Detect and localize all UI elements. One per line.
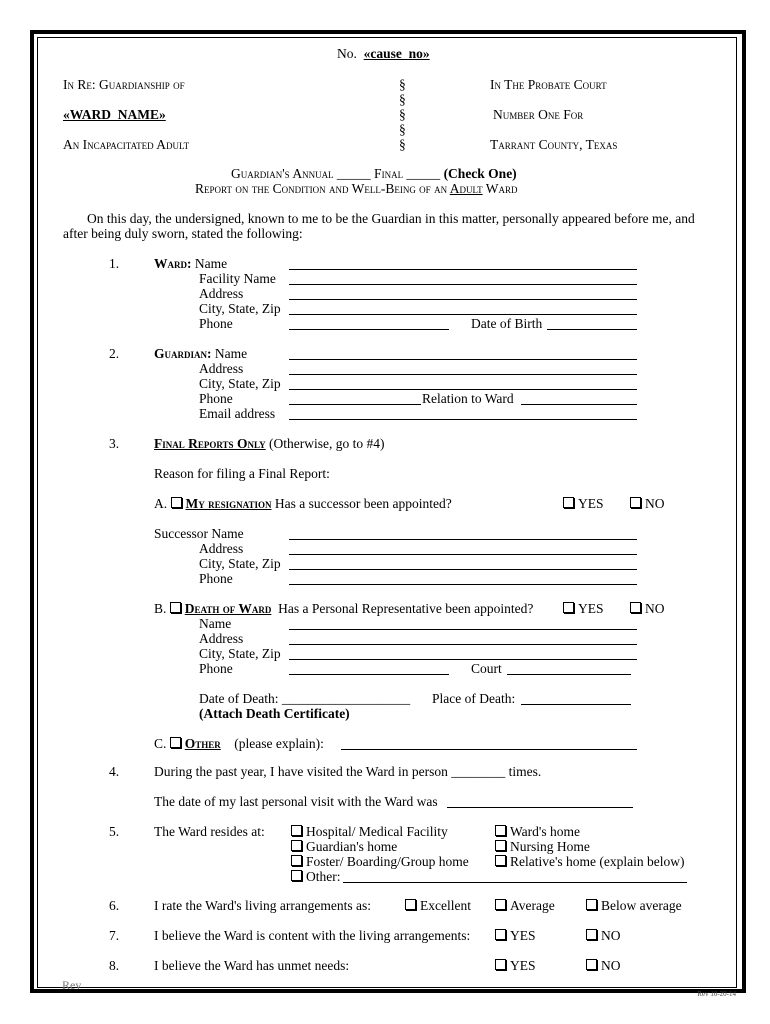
checkbox-icon bbox=[630, 602, 641, 613]
section-2-number: 2. bbox=[109, 346, 120, 361]
successor-city-label: City, State, Zip bbox=[199, 556, 281, 571]
representative-phone-label: Phone bbox=[199, 661, 233, 676]
checkbox-icon bbox=[586, 899, 597, 910]
residence-other-input[interactable] bbox=[343, 882, 687, 883]
ward-facility-input[interactable] bbox=[289, 284, 637, 285]
date-of-death: Date of Death: ___________________ bbox=[199, 691, 411, 706]
ward-address-label: Address bbox=[199, 286, 244, 301]
intro-line-2: after being duly sworn, stated the following: bbox=[63, 226, 303, 241]
section-1-heading: Ward: Name bbox=[154, 256, 228, 271]
residence-hospital[interactable]: Hospital/ Medical Facility bbox=[291, 824, 448, 839]
other-explain-input[interactable] bbox=[341, 749, 637, 750]
checkbox-icon bbox=[495, 855, 506, 866]
ward-facility-label: Facility Name bbox=[199, 271, 276, 286]
court-line-2: Number One For bbox=[493, 107, 584, 122]
checkbox-icon bbox=[291, 870, 302, 881]
checkbox-icon bbox=[405, 899, 416, 910]
section-4-number: 4. bbox=[109, 764, 120, 779]
death-checkbox[interactable] bbox=[170, 602, 181, 613]
content-yes[interactable]: YES bbox=[495, 928, 536, 943]
visits-text: During the past year, I have visited the Ward in person ________ times. bbox=[154, 764, 542, 779]
ward-dob-label: Date of Birth bbox=[471, 316, 543, 331]
court-input[interactable] bbox=[507, 674, 631, 675]
rating-excellent[interactable]: Excellent bbox=[405, 898, 471, 913]
footer-revision-right: Rev 10-20-14 bbox=[697, 990, 736, 998]
checkbox-icon bbox=[495, 825, 506, 836]
content-label: I believe the Ward is content with the living arrangements: bbox=[154, 928, 471, 943]
section-5-number: 5. bbox=[109, 824, 120, 839]
attach-certificate-note: (Attach Death Certificate) bbox=[199, 706, 350, 721]
representative-address-input[interactable] bbox=[289, 644, 637, 645]
ward-city-label: City, State, Zip bbox=[199, 301, 281, 316]
guardian-phone-label: Phone bbox=[199, 391, 233, 406]
residence-ward-home[interactable]: Ward's home bbox=[495, 824, 580, 839]
final-report-reason: Reason for filing a Final Report: bbox=[154, 466, 330, 481]
residence-nursing-home[interactable]: Nursing Home bbox=[495, 839, 590, 854]
checkbox-icon bbox=[563, 497, 574, 508]
successor-phone-input[interactable] bbox=[289, 584, 637, 585]
checkbox-icon bbox=[630, 497, 641, 508]
checkbox-icon bbox=[586, 959, 597, 970]
section-3-heading: Final Reports Only (Otherwise, go to #4) bbox=[154, 436, 385, 451]
section-6-number: 6. bbox=[109, 898, 120, 913]
guardian-phone-input[interactable] bbox=[289, 404, 421, 405]
ward-dob-input[interactable] bbox=[547, 329, 637, 330]
successor-no[interactable]: NO bbox=[630, 496, 665, 511]
ward-name-input[interactable] bbox=[289, 269, 637, 270]
ward-name-field: «WARD_NAME» bbox=[63, 107, 166, 122]
checkbox-icon bbox=[495, 840, 506, 851]
section-1-number: 1. bbox=[109, 256, 120, 271]
guardian-address-input[interactable] bbox=[289, 374, 637, 375]
place-of-death-label: Place of Death: bbox=[432, 691, 516, 706]
guardian-relation-label: Relation to Ward bbox=[422, 391, 514, 406]
checkbox-icon bbox=[563, 602, 574, 613]
representative-no[interactable]: NO bbox=[630, 601, 665, 616]
ward-city-input[interactable] bbox=[289, 314, 637, 315]
last-visit-input[interactable] bbox=[447, 807, 633, 808]
report-title-line1: Guardian's Annual _____ Final _____ (Check One) bbox=[231, 166, 517, 181]
resignation-checkbox[interactable] bbox=[171, 497, 182, 508]
content-no[interactable]: NO bbox=[586, 928, 621, 943]
footer-revision-left: Rev bbox=[62, 978, 82, 992]
residence-foster[interactable]: Foster/ Boarding/Group home bbox=[291, 854, 469, 869]
section-3-number: 3. bbox=[109, 436, 120, 451]
residence-relative-home[interactable]: Relative's home (explain below) bbox=[495, 854, 685, 869]
successor-name-input[interactable] bbox=[289, 539, 637, 540]
section-8-number: 8. bbox=[109, 958, 120, 973]
checkbox-icon bbox=[291, 855, 302, 866]
section-2-heading: Guardian: Name bbox=[154, 346, 248, 361]
cause-number: No. «cause_no» bbox=[337, 46, 430, 61]
court-label: Court bbox=[471, 661, 502, 676]
rating-average[interactable]: Average bbox=[495, 898, 555, 913]
successor-city-input[interactable] bbox=[289, 569, 637, 570]
guardian-email-input[interactable] bbox=[289, 419, 637, 420]
intro-line-1: On this day, the undersigned, known to me to be the Guardian in this matter, personally appeared before me, and bbox=[87, 211, 695, 226]
option-b-death: B. Death of Ward Has a Personal Representative been appointed? bbox=[154, 601, 534, 616]
successor-address-label: Address bbox=[199, 541, 244, 556]
guardian-name-input[interactable] bbox=[289, 359, 637, 360]
option-a-resignation: A. My resignation Has a successor been appointed? bbox=[154, 496, 452, 511]
last-visit-label: The date of my last personal visit with the Ward was bbox=[154, 794, 438, 809]
successor-name-label: Successor Name bbox=[154, 526, 244, 541]
incapacitated-label: An Incapacitated Adult bbox=[63, 137, 190, 152]
successor-yes[interactable]: YES bbox=[563, 496, 604, 511]
residence-label: The Ward resides at: bbox=[154, 824, 265, 839]
residence-other[interactable]: Other: bbox=[291, 869, 341, 884]
unmet-needs-label: I believe the Ward has unmet needs: bbox=[154, 958, 350, 973]
other-checkbox[interactable] bbox=[170, 737, 181, 748]
option-c-other: C. Other (please explain): bbox=[154, 736, 324, 751]
rating-label: I rate the Ward's living arrangements as: bbox=[154, 898, 372, 913]
guardian-city-label: City, State, Zip bbox=[199, 376, 281, 391]
checkbox-icon bbox=[291, 840, 302, 851]
checkbox-icon bbox=[495, 929, 506, 940]
court-line-1: In The Probate Court bbox=[490, 77, 607, 92]
representative-city-input[interactable] bbox=[289, 659, 637, 660]
representative-name-label: Name bbox=[199, 616, 232, 631]
ward-address-input[interactable] bbox=[289, 299, 637, 300]
ward-phone-label: Phone bbox=[199, 316, 233, 331]
rating-below-average[interactable]: Below average bbox=[586, 898, 682, 913]
representative-address-label: Address bbox=[199, 631, 244, 646]
unmet-needs-yes[interactable]: YES bbox=[495, 958, 536, 973]
representative-city-label: City, State, Zip bbox=[199, 646, 281, 661]
representative-phone-input[interactable] bbox=[289, 674, 449, 675]
court-line-3: Tarrant County, Texas bbox=[490, 137, 618, 152]
report-title-line2: Report on the Condition and Well-Being of an Adult Ward bbox=[195, 181, 518, 196]
ward-phone-input[interactable] bbox=[289, 329, 449, 330]
guardian-email-label: Email address bbox=[199, 406, 276, 421]
checkbox-icon bbox=[291, 825, 302, 836]
in-re-label: In Re: Guardianship of bbox=[63, 77, 185, 92]
guardian-relation-input[interactable] bbox=[521, 404, 637, 405]
unmet-needs-no[interactable]: NO bbox=[586, 958, 621, 973]
guardian-address-label: Address bbox=[199, 361, 244, 376]
representative-yes[interactable]: YES bbox=[563, 601, 604, 616]
successor-address-input[interactable] bbox=[289, 554, 637, 555]
section-7-number: 7. bbox=[109, 928, 120, 943]
residence-guardian-home[interactable]: Guardian's home bbox=[291, 839, 397, 854]
successor-phone-label: Phone bbox=[199, 571, 233, 586]
checkbox-icon bbox=[495, 959, 506, 970]
checkbox-icon bbox=[586, 929, 597, 940]
representative-name-input[interactable] bbox=[289, 629, 637, 630]
checkbox-icon bbox=[495, 899, 506, 910]
guardian-city-input[interactable] bbox=[289, 389, 637, 390]
place-of-death-input[interactable] bbox=[521, 704, 631, 705]
